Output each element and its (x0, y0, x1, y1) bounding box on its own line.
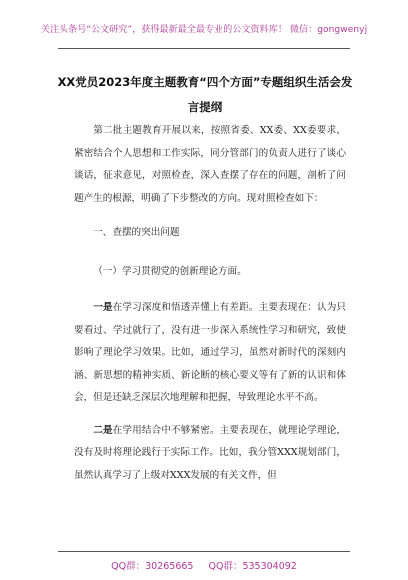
point-one-lead: 一是 (93, 302, 113, 313)
title-line-1: XX党员2023年度主题教育“四个方面”专题组织生活会发 (57, 75, 353, 89)
document-title (50, 70, 360, 120)
subsection-heading: （一）学习贯彻党的创新理论方面。 (93, 265, 247, 277)
footer-qq-group-2: QQ群：535304092 (208, 561, 297, 572)
header-rule (58, 48, 350, 49)
point-two-paragraph (74, 420, 346, 488)
footer-rule (58, 551, 350, 552)
point-two-text: 在学用结合中不够紧密。主要表现在，就理论学理论，没有及时将理论践行于实际工作。比如，我分管XXX规划部门，虽然认真学习了上级对XXX发展的有关文件，但 (74, 424, 347, 481)
promo-banner: 关注头条号“公文研究”，获得最新最全最专业的公文资料库！ 微信：gongwenyj (40, 25, 368, 35)
footer-qq-group-1: QQ群：30265665 (111, 561, 194, 572)
title-line-2: 言提纲 (187, 100, 223, 114)
point-two-lead: 二是 (93, 424, 113, 436)
document-body (74, 120, 346, 487)
footer (0, 558, 408, 572)
point-one-paragraph (74, 297, 346, 410)
intro-paragraph: 第二批主题教育开展以来，按照省委、XX委、XX委要求，紧密结合个人思想和工作实际，同分管部门的负责人进行了谈心谈话，征求意见，对照检查，深入查摆了存在的问题，剖析了问题产生的根源，明确了下步整改的方向。现对照检查如下： (74, 125, 346, 204)
point-one-text: 在学习深度和悟透弄懂上有差距。主要表现在：认为只要看过、学过就行了，没有进一步深入系统性学习和研究，致使影响了理论学习效果。比如，通过学习，虽然对新时代的深刻内涵、新思想的精神实质、新论断的核心要义等有了新的认识和体会，但是还缺乏深层次地理解和把握，导致理论水平不高。 (74, 302, 347, 403)
section-heading: 一、查摆的突出问题 (93, 227, 180, 238)
